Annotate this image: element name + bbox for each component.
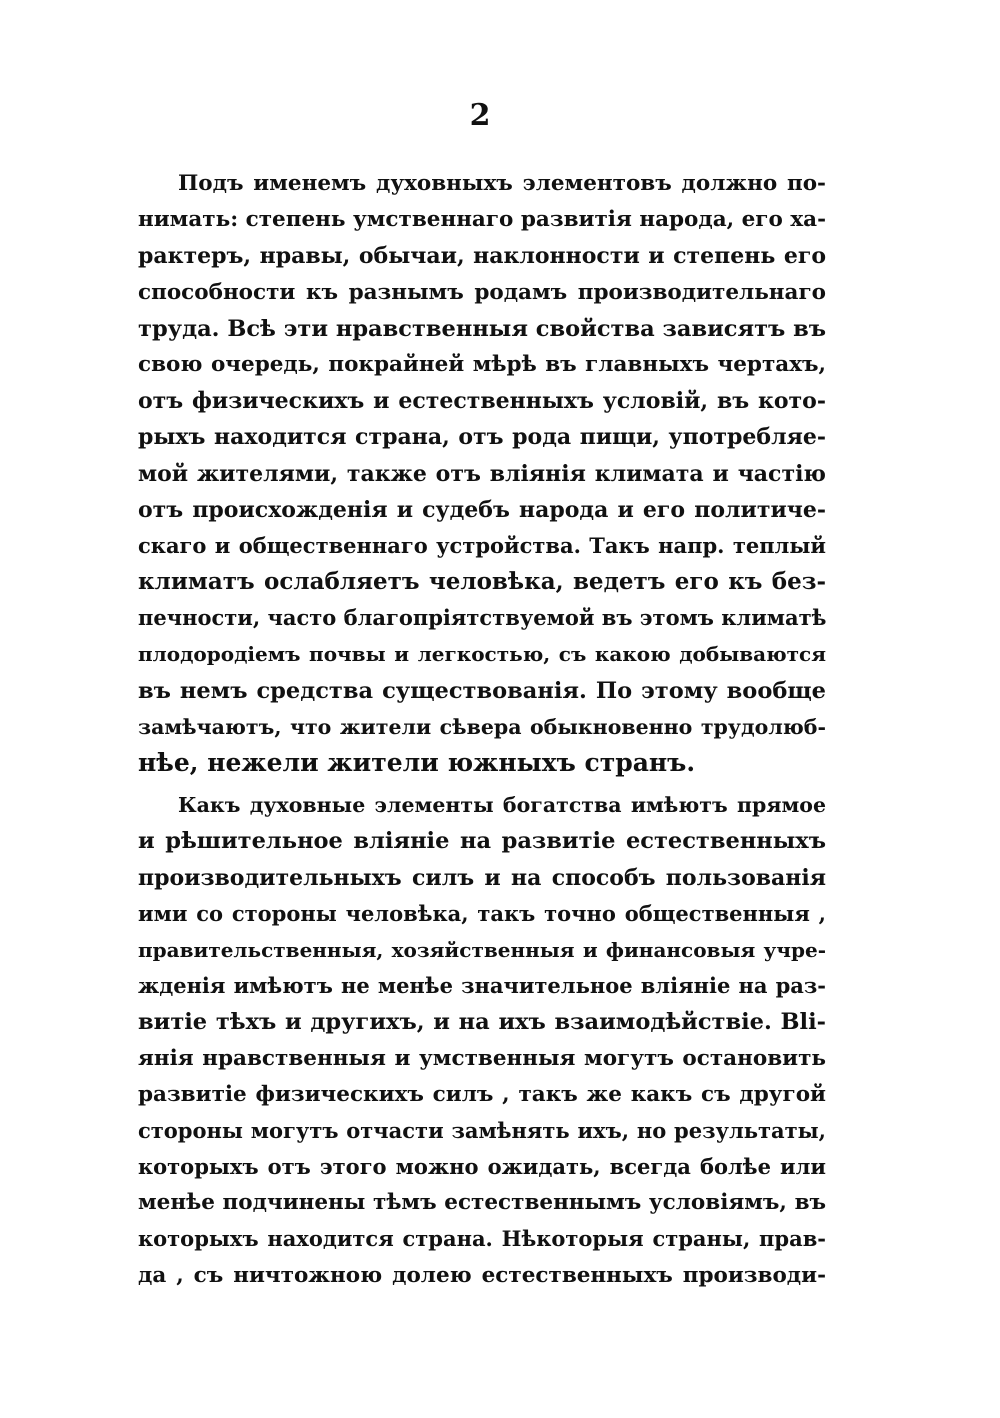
text-line: способности къ разнымъ родамъ производительнаго xyxy=(138,279,826,305)
text-line: янія нравственныя и умственныя могутъ остановить xyxy=(138,1045,826,1071)
paragraph-1 xyxy=(138,166,826,781)
page-number: 2 xyxy=(469,98,491,133)
text-line: стороны могутъ отчасти замѣнять ихъ, но результаты, xyxy=(138,1117,826,1143)
text-line: въ немъ средства существованія. По этому вообще xyxy=(138,677,826,704)
text-line: которыхъ находится страна. Нѣкоторыя страны, прав- xyxy=(138,1226,826,1252)
text-line: которыхъ отъ этого можно ожидать, всегда болѣе или xyxy=(138,1154,826,1180)
text-line: развитіе физическихъ силъ , такъ же какъ съ другой xyxy=(138,1081,826,1107)
text-line: рактеръ, нравы, обычаи, наклонности и степень его xyxy=(138,243,826,270)
text-line: замѣчаютъ, что жители сѣвера обыкновенно трудолюб- xyxy=(138,714,826,739)
text-line: рыхъ находится страна, отъ рода пищи, употребляе- xyxy=(138,424,826,451)
text-line: производительныхъ силъ и на способъ пользованія xyxy=(138,864,826,891)
text-line: витіе тѣхъ и другихъ, и на ихъ взаимодѣйствіе. Вli- xyxy=(138,1009,826,1036)
text-line: скаго и общественнаго устройства. Такъ напр. теплый xyxy=(138,532,826,558)
body-text xyxy=(138,166,826,1294)
text-line: Какъ духовные элементы богатства имѣютъ прямое xyxy=(178,793,826,818)
text-line: да , съ ничтожною долею естественныхъ производи- xyxy=(138,1262,826,1288)
paragraph-2 xyxy=(138,787,826,1294)
text-line: и рѣшительное вліяніе на развитіе естественныхъ xyxy=(138,828,826,855)
text-line: климатъ ослабляетъ человѣка, ведетъ его къ без- xyxy=(138,568,826,596)
text-line: ими со стороны человѣка, такъ точно общественныя , xyxy=(138,900,826,926)
text-line: печности, часто благопріятствуемой въ этомъ климатѣ xyxy=(138,605,826,631)
text-line: плодородіемъ почвы и легкостью, съ какою добываются xyxy=(138,642,826,667)
text-line: труда. Всѣ эти нравственныя свойства зависятъ въ xyxy=(138,315,826,342)
text-line: отъ происхожденія и судебъ народа и его политиче- xyxy=(138,496,826,523)
text-line: жденія имѣютъ не менѣе значительное вліяніе на раз- xyxy=(138,973,826,999)
text-line: правительственныя, хозяйственныя и финансовыя учре- xyxy=(138,937,826,962)
text-line: отъ физическихъ и естественныхъ условій, въ кото- xyxy=(138,388,826,415)
text-line: нимать: степень умственнаго развитія народа, его ха- xyxy=(138,207,826,233)
text-line: менѣе подчинены тѣмъ естественнымъ условіямъ, въ xyxy=(138,1190,826,1216)
text-line: мой жителями, также отъ вліянія климата и частію xyxy=(138,460,826,487)
text-line: Подъ именемъ духовныхъ элементовъ должно по- xyxy=(178,171,826,196)
text-line: нѣе, нежели жители южныхъ странъ. xyxy=(138,748,696,777)
text-line: свою очередь, покрайней мѣрѣ въ главныхъ чертахъ, xyxy=(138,351,826,377)
